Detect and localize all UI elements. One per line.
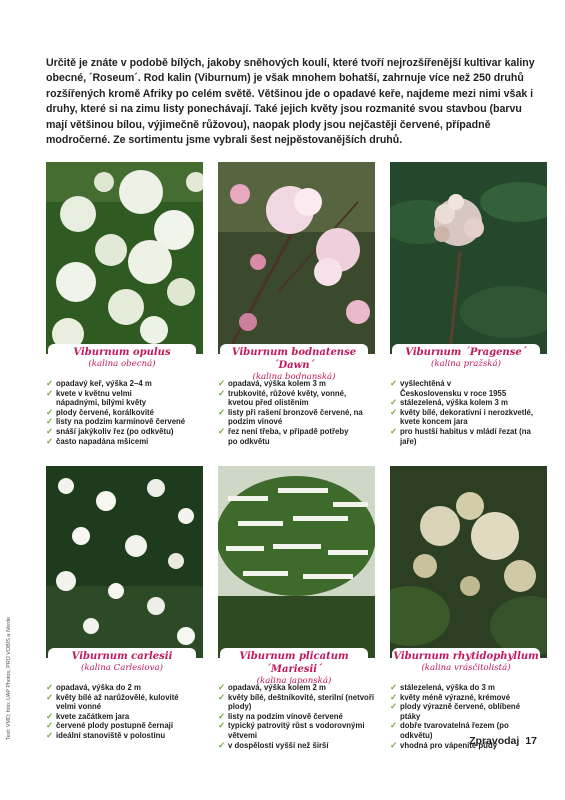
feature-item: ✓ v dospělosti vyšší než širší: [218, 741, 386, 751]
feature-item: ✓ dobře tvarovatelná řezem (po odkvětu): [390, 721, 520, 740]
photo-viburnum-rhytidophyllum: [390, 466, 547, 658]
feature-item: ✓ snáší jakýkoliv řez (po odkvětu): [46, 427, 206, 437]
plant-features: [46, 379, 206, 446]
plant-label: [220, 648, 368, 686]
plant-czech-name: (kalina bodnanská): [252, 372, 336, 382]
feature-item: ✓ vyšlechtěná v Československu v roce 1955: [390, 379, 510, 398]
plant-latin-name: Viburnum ´Pragense´: [405, 347, 527, 358]
feature-item: ✓ opadavá, výška do 2 m: [46, 683, 196, 693]
photo-viburnum-plicatum: [218, 466, 375, 658]
plant-label: [48, 648, 196, 675]
feature-item: ✓ kvete začátkem jara: [46, 712, 196, 722]
feature-item: ✓ pro hustší habitus v mládí řezat (na jaře): [390, 427, 540, 446]
feature-item: ✓ vhodná pro vápenité půdy: [390, 741, 540, 751]
plant-label: [392, 648, 540, 675]
plant-label: [392, 344, 540, 371]
magazine-name: Zpravodaj: [469, 735, 520, 747]
feature-item: ✓ květy bílé, deštníkovité, sterilní (netvoří plody): [218, 693, 386, 712]
plant-latin-name: Viburnum rhytidophyllum: [393, 651, 539, 662]
feature-item: ✓ často napadána mšicemi: [46, 437, 206, 447]
photo-viburnum-carlesii: [46, 466, 203, 658]
feature-item: ✓ typický patrovitý růst s vodorovnými větvemi: [218, 721, 368, 740]
feature-item: ✓ řez není třeba, v případě potřeby po odkvětu: [218, 427, 358, 446]
feature-item: ✓ květy bílé až narůžovělé, kulovité velmi vonné: [46, 693, 186, 712]
plant-czech-name: (kalina obecná): [88, 359, 156, 369]
photo-viburnum-pragense: [390, 162, 547, 354]
feature-item: ✓ ideální stanoviště v polostínu: [46, 731, 196, 741]
plant-czech-name: (kalina pražská): [431, 359, 501, 369]
feature-item: ✓ kvete v květnu velmi nápadnými, bílými květy: [46, 389, 176, 408]
plant-features: [218, 683, 386, 750]
feature-item: ✓ opadavá, výška kolem 3 m: [218, 379, 368, 389]
page-number: 17: [525, 735, 537, 747]
feature-item: ✓ červené plody postupně černají: [46, 721, 196, 731]
feature-item: ✓ listy při rašení bronzově červené, na podzim vínové: [218, 408, 368, 427]
feature-item: ✓ stálezelená, výška kolem 3 m: [390, 398, 542, 408]
plant-latin-name: Viburnum bodnatense ´Dawn´: [231, 347, 357, 371]
feature-item: ✓ opadavá, výška kolem 2 m: [218, 683, 386, 693]
feature-item: ✓ listy na podzim karmínově červené: [46, 417, 206, 427]
plant-latin-name: Viburnum carlesii: [71, 651, 173, 662]
page-footer: [469, 735, 537, 747]
plant-features: [390, 379, 542, 446]
plant-latin-name: Viburnum opulus: [73, 347, 171, 358]
feature-item: ✓ plody výrazně červené, oblíbené ptáky: [390, 702, 540, 721]
photo-viburnum-opulus: [46, 162, 203, 354]
photo-viburnum-bodnatense: [218, 162, 375, 354]
plant-features: [46, 683, 196, 741]
plant-label: [220, 344, 368, 382]
feature-item: ✓ květy méně výrazné, krémové: [390, 693, 540, 703]
feature-item: ✓ plody červené, korálkovité: [46, 408, 206, 418]
feature-item: ✓ opadavý keř, výška 2–4 m: [46, 379, 206, 389]
plant-features: [218, 379, 368, 446]
intro-paragraph: Určitě je znáte v podobě bílých, jakoby sněhových koulí, které tvoří nejrozšířenější kultivar kaliny obecné, ´Roseum´. Rod kalin (Viburnum) je však mnohem bohatší, zahrnuje více než 250 druhů rozšířených kromě Afriky po celém světě. Většinou jde o opadavé keře, najdeme mezi nimi však i druhy, které si na zimu listy ponechávají. Také jejich květy jsou rozmanité svou stavbou (barvu mají většinou bílou, výjimečně růžovou), naopak plody jsou nejčastěji červené, případně modročerné. Ze sortimentu jsme vybrali šest nejpěstovanějších druhů.: [46, 57, 535, 147]
feature-item: ✓ trubkovité, růžové květy, vonné, kvetou před olistěním: [218, 389, 368, 408]
plant-label: [48, 344, 196, 371]
plant-czech-name: (kalina Carlesiova): [81, 663, 163, 673]
feature-item: ✓ stálezelená, výška do 3 m: [390, 683, 540, 693]
feature-item: ✓ listy na podzim vínově červené: [218, 712, 386, 722]
plant-czech-name: (kalina vrásčitolistá): [421, 663, 511, 673]
feature-item: ✓ květy bílé, dekorativní i nerozkvetlé, kvete koncem jara: [390, 408, 542, 427]
photo-credit: Text: VMD; foto: UAP Photos, PRO VOBIS a iVerde: [6, 616, 12, 740]
plant-czech-name: (kalina japonská): [256, 676, 332, 686]
plant-latin-name: Viburnum plicatum ´Mariesii´: [239, 651, 349, 675]
